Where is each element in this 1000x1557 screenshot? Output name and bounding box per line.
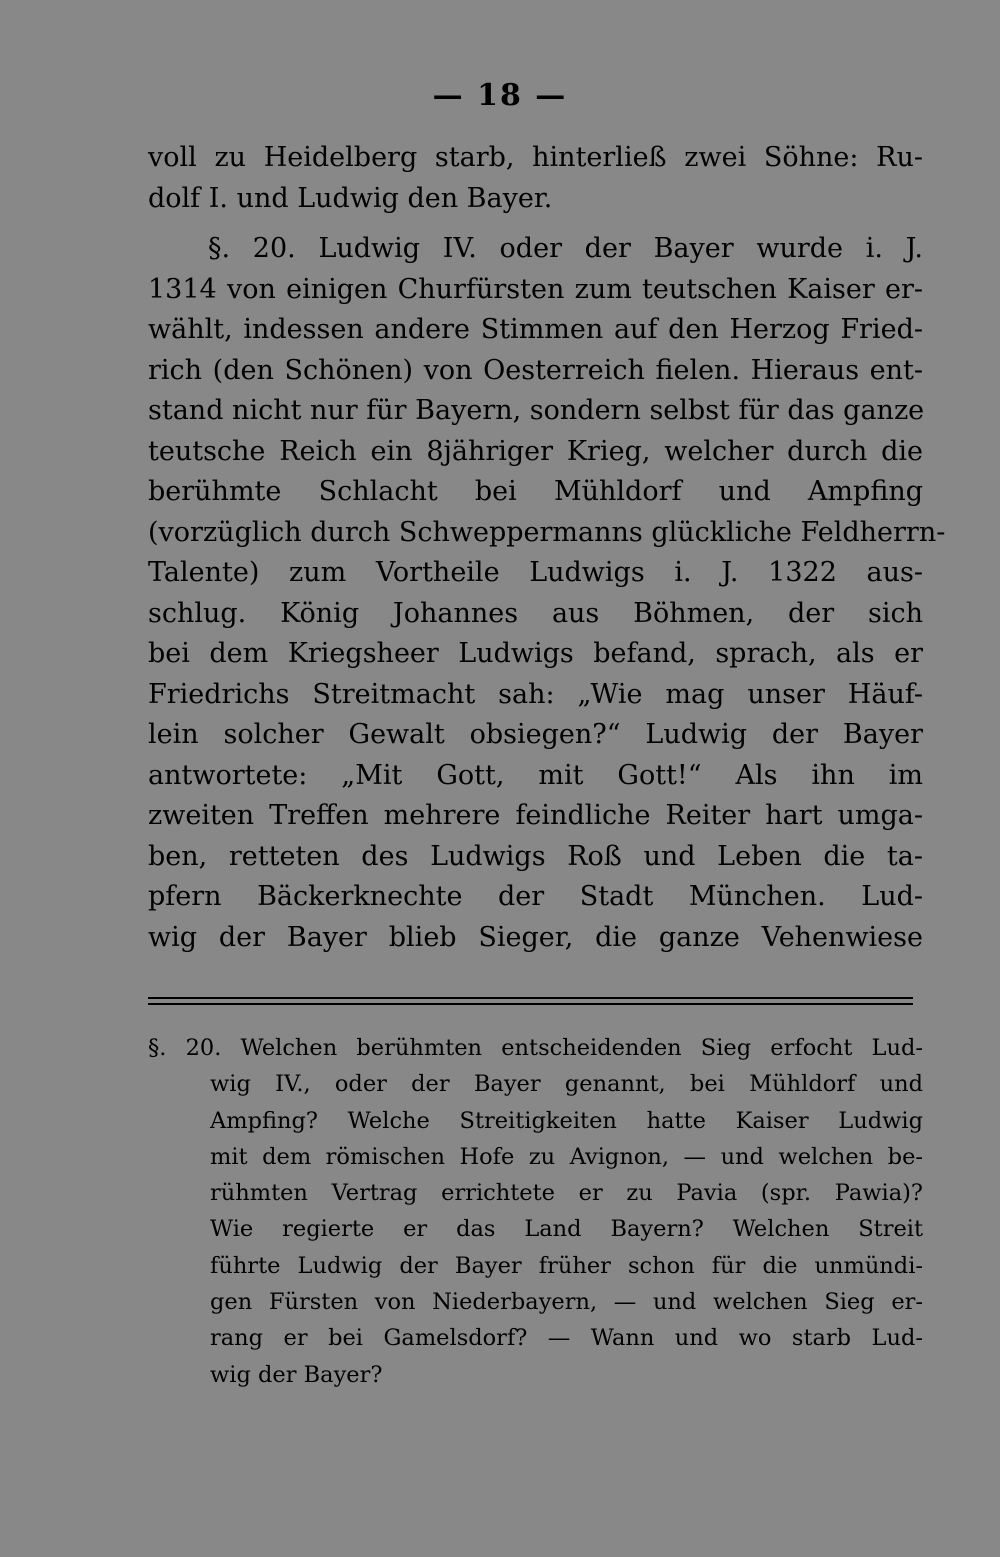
- section-heading-line: §. 20. Ludwig IV. oder der Bayer wurde i. J.: [208, 233, 923, 264]
- footnote-line: Ampfing? Welche Streitigkeiten hatte Kaiser Ludwig: [210, 1107, 923, 1134]
- text-line: berühmte Schlacht bei Mühldorf und Ampfing: [148, 476, 923, 507]
- footnote-line: mit dem römischen Hofe zu Avignon, — und welchen be-: [210, 1143, 923, 1170]
- footnote-line: rühmten Vertrag errichtete er zu Pavia (spr. Pawia)?: [210, 1180, 923, 1207]
- text-line: schlug. König Johannes aus Böhmen, der sich: [148, 597, 923, 629]
- text-line: wig der Bayer blieb Sieger, die ganze Vehenwiese: [148, 921, 923, 953]
- footnote: [148, 1030, 923, 1393]
- page-number: — 18 —: [432, 78, 568, 113]
- text-line: teutsche Reich ein 8jähriger Krieg, welcher durch die: [148, 435, 923, 467]
- text-line: antwortete: „Mit Gott, mit Gott!“ Als ihn im: [148, 759, 923, 791]
- text-line: zweiten Treffen mehrere feindliche Reiter hart umga-: [148, 800, 923, 831]
- text-line: bei dem Kriegsheer Ludwigs befand, sprach, als er: [148, 638, 923, 669]
- footnote-line: Wie regierte er das Land Bayern? Welchen Streit: [210, 1216, 923, 1243]
- text-line: pfern Bäckerknechte der Stadt München. Lud-: [148, 881, 923, 912]
- text-line: lein solcher Gewalt obsiegen?“ Ludwig der Bayer: [148, 719, 923, 750]
- main-text: [148, 138, 946, 958]
- text-line: voll zu Heidelberg starb, hinterließ zwei Söhne: Ru-: [148, 142, 923, 173]
- text-line: (vorzüglich durch Schweppermanns glückliche Feldherrn-: [148, 516, 946, 548]
- footnote-line: gen Fürsten von Niederbayern, — und welchen Sieg er-: [210, 1289, 923, 1316]
- text-line: Talente) zum Vortheile Ludwigs i. J. 1322 aus-: [148, 557, 923, 588]
- footnote-divider: [148, 997, 913, 999]
- footnote-line: führte Ludwig der Bayer früher schon für die unmündi-: [210, 1252, 923, 1279]
- text-line: wählt, indessen andere Stimmen auf den Herzog Fried-: [148, 314, 923, 345]
- footnote-line: wig der Bayer?: [210, 1361, 383, 1388]
- text-line: ben, retteten des Ludwigs Roß und Leben die ta-: [148, 840, 923, 872]
- text-line: Friedrichs Streitmacht sah: „Wie mag unser Häuf-: [148, 678, 923, 710]
- paragraph-gap: [148, 219, 923, 229]
- text-line: dolf I. und Ludwig den Bayer.: [148, 182, 553, 214]
- footnote-line: §. 20. Welchen berühmten entscheidenden Sieg erfocht Lud-: [148, 1035, 923, 1061]
- footnote-line: wig IV., oder der Bayer genannt, bei Mühldorf und: [210, 1071, 923, 1098]
- text-line: rich (den Schönen) von Oesterreich fielen. Hieraus ent-: [148, 354, 923, 386]
- text-line: 1314 von einigen Churfürsten zum teutschen Kaiser er-: [148, 273, 923, 305]
- footnote-line: rang er bei Gamelsdorf? — Wann und wo starb Lud-: [210, 1325, 923, 1352]
- text-line: stand nicht nur für Bayern, sondern selbst für das ganze: [148, 395, 925, 426]
- footnote-divider: [148, 1003, 913, 1005]
